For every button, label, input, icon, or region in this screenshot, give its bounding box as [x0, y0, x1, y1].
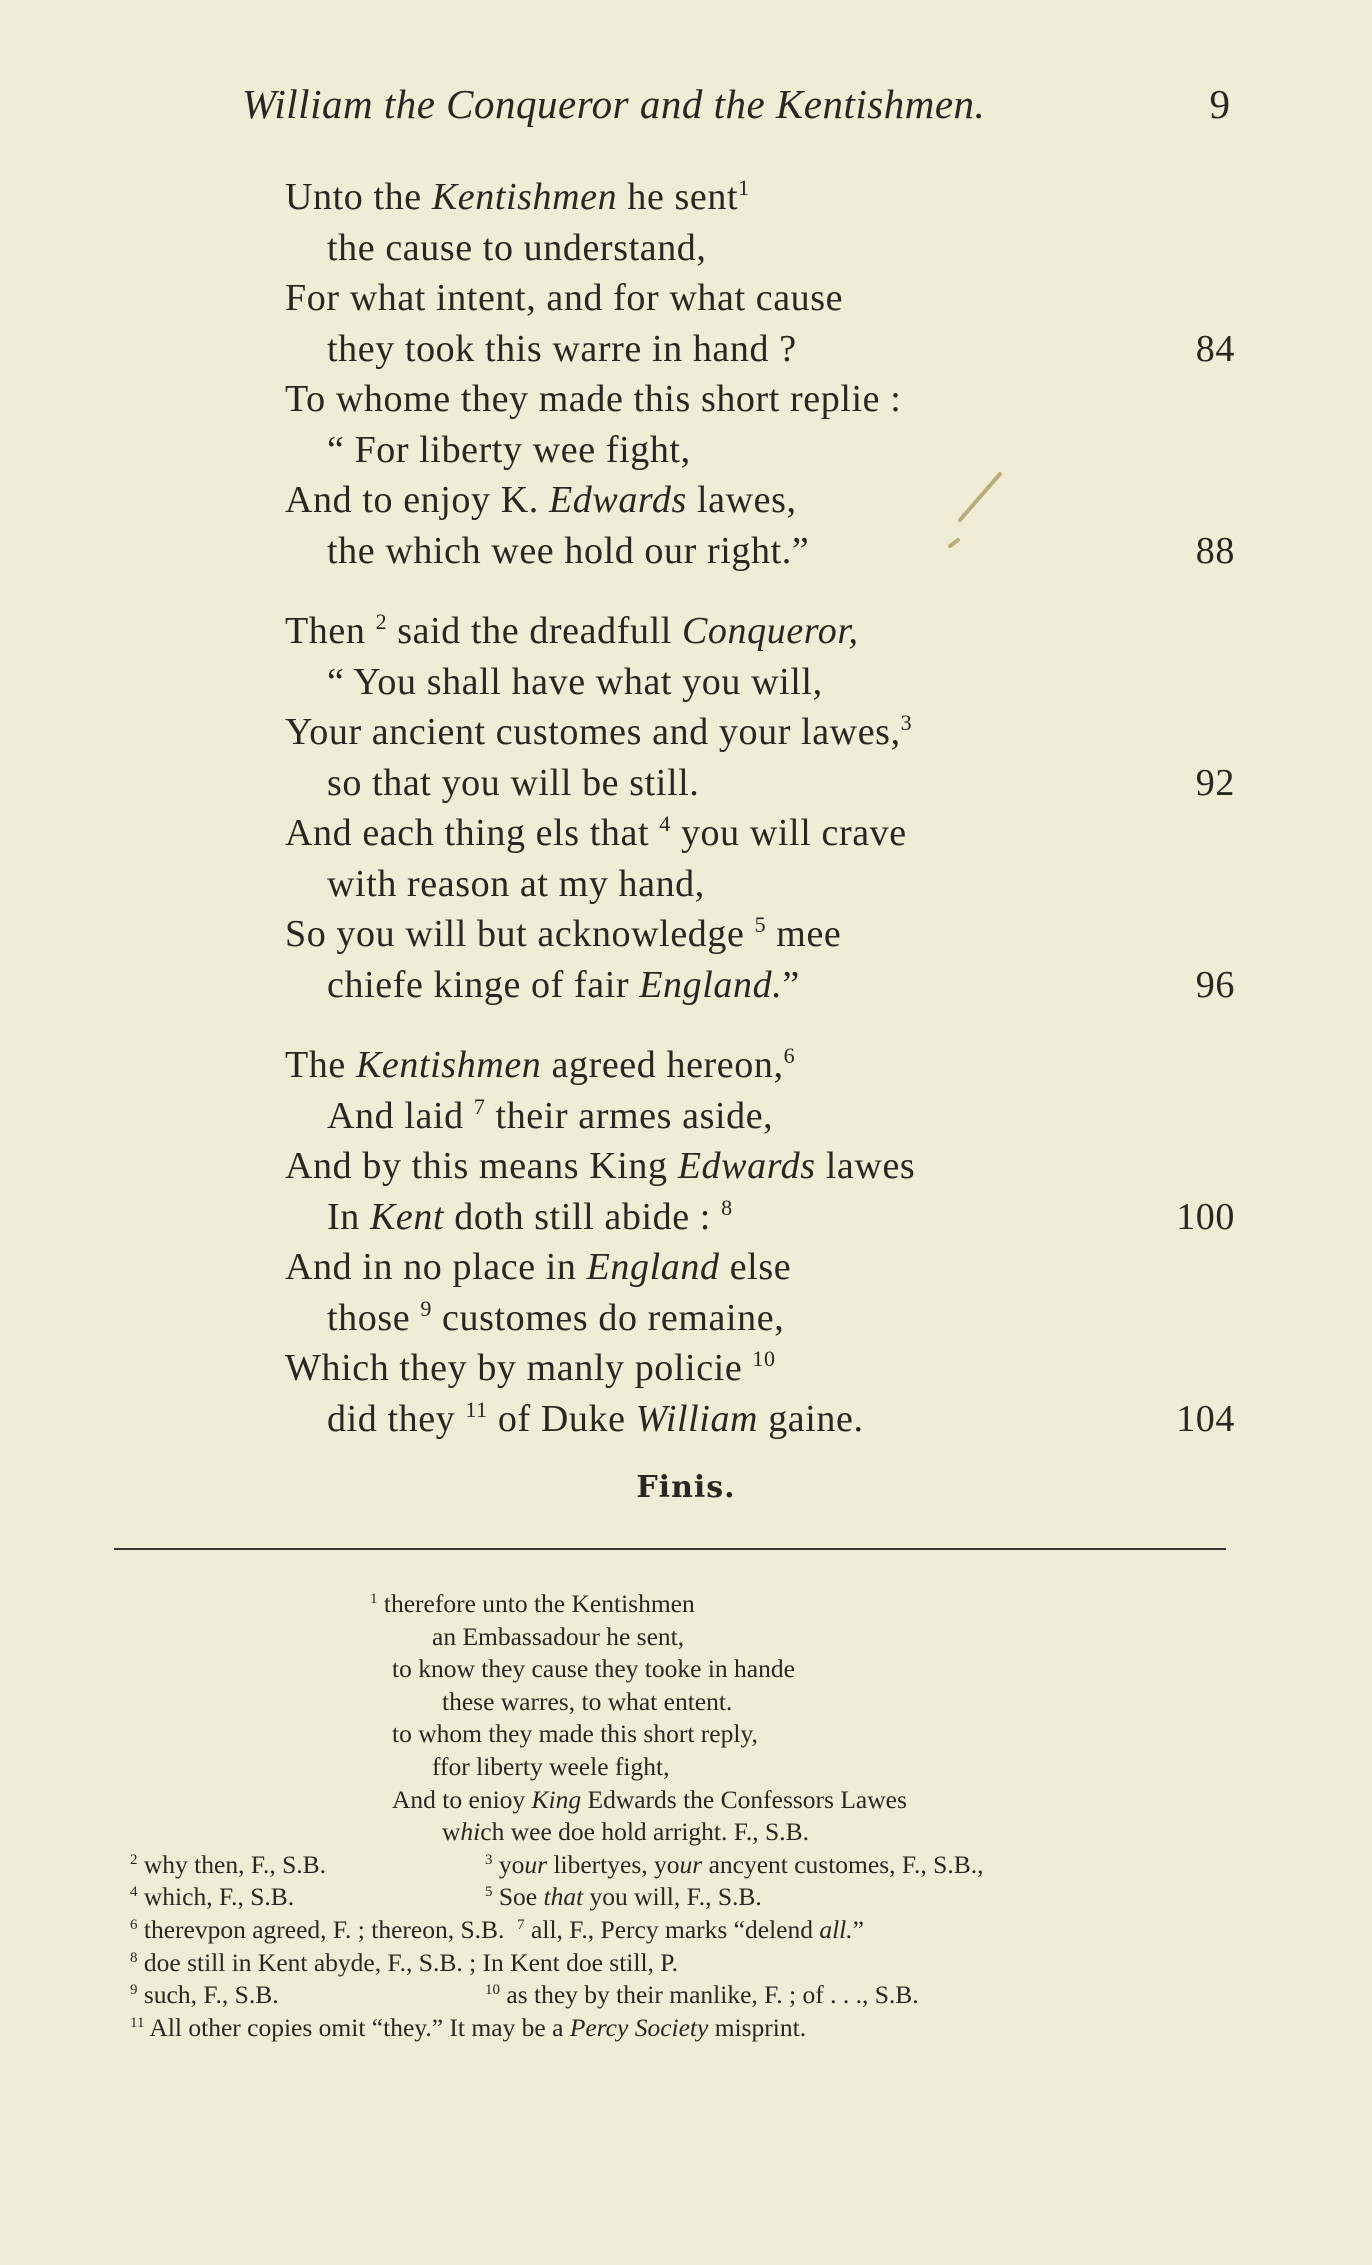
footnote-text: as they by their manlike, F. ; of . . ., S.B.: [506, 1980, 919, 2010]
verse-line: [285, 1242, 1235, 1293]
footnote-10: [485, 1979, 919, 2012]
verse-text: And laid: [327, 1094, 474, 1137]
footnote-mark: 11: [130, 2014, 145, 2031]
footnote-ref[interactable]: 9: [420, 1295, 432, 1321]
verse-text: So you will but acknowledge: [285, 913, 755, 955]
verse-text: And in no place in: [285, 1246, 587, 1288]
footnote-text: therevpon agreed, F. ; thereon, S.B.: [143, 1914, 505, 1944]
verse-line: [285, 425, 1235, 476]
line-number: 104: [1176, 1397, 1235, 1440]
verse-italic: Edwards: [677, 1145, 816, 1187]
footnote-6: [130, 1915, 504, 1944]
footnote-mark: 4: [130, 1884, 138, 1901]
line-number: 96: [1195, 963, 1235, 1006]
verse-line: [285, 475, 1235, 526]
footnote-1-line: [130, 1784, 1250, 1817]
footnote-text: therefore unto the Kentishmen: [383, 1589, 695, 1618]
footnote-1-line: [130, 1686, 1250, 1719]
verse-line: [285, 960, 1235, 1011]
verse-line: [285, 707, 1235, 758]
pencil-mark: [940, 470, 1010, 550]
verse-line: [285, 808, 1235, 859]
verse-text: the which wee hold our right.”: [327, 529, 810, 572]
footnote-5: [485, 1881, 762, 1914]
footnote-italic: ur: [524, 1849, 548, 1879]
footnote-9: [130, 1980, 279, 2009]
verse-text: said the dreadfull: [387, 610, 682, 652]
footnote-text: why then, F., S.B.: [143, 1849, 327, 1879]
verse-text: those: [327, 1296, 421, 1339]
line-number: 100: [1176, 1195, 1235, 1238]
verse-text: ”: [782, 963, 800, 1006]
footnote-text: ffor liberty weele fight,: [432, 1751, 670, 1781]
verse-text: Your ancient customes and your lawes,: [285, 711, 901, 753]
footnote-ref[interactable]: 2: [375, 609, 388, 634]
footnote-italic: Percy Society: [569, 2012, 709, 2042]
verse-line: [285, 1293, 1235, 1344]
verse-text: mee: [766, 913, 842, 955]
verse-line: [285, 1343, 1235, 1394]
footnote-italic: ur: [679, 1849, 703, 1879]
footnote-7: [511, 1915, 864, 1944]
footnote-mark: 2: [130, 1851, 138, 1868]
stanza-3: [285, 1040, 1235, 1444]
footnote-row: [130, 1881, 1250, 1914]
footnote-mark: 3: [485, 1851, 493, 1868]
footnote-text: to know they cause they tooke in hande: [392, 1654, 795, 1684]
verse-text: In: [327, 1195, 370, 1238]
verse-text: doth still abide :: [444, 1195, 722, 1238]
verse-text: Unto the: [285, 176, 432, 218]
verse-line: [285, 324, 1235, 375]
footnote-italic: King: [531, 1784, 582, 1814]
verse-italic: Edwards: [548, 479, 687, 521]
footnote-ref[interactable]: 6: [783, 1043, 796, 1068]
verse-text: else: [719, 1246, 792, 1288]
verse-text: Then: [285, 610, 376, 652]
verse-text: And each thing els that: [285, 812, 660, 854]
footnote-italic: that: [543, 1882, 584, 1912]
verse-line: [285, 909, 1235, 960]
verse-text: of Duke: [487, 1397, 636, 1440]
verse-text: And by this means King: [285, 1145, 678, 1187]
verse-italic: Kentishmen: [355, 1044, 542, 1086]
verse-text: Which they by manly policie: [285, 1347, 753, 1389]
footnote-text: ch wee doe hold arright. F., S.B.: [480, 1817, 809, 1847]
page-number: 9: [1209, 81, 1230, 127]
footnote-text: Soe: [498, 1882, 544, 1912]
verse-text: he sent: [617, 176, 739, 218]
stanza-1: [285, 172, 1235, 576]
footnote-ref[interactable]: 11: [465, 1396, 488, 1422]
footnote-ref[interactable]: 4: [659, 811, 671, 836]
footnote-text: you will, F., S.B.: [583, 1882, 762, 1912]
footnote-text: misprint.: [708, 2012, 807, 2042]
ballad-text: [285, 172, 1235, 1474]
verse-line: [285, 273, 1235, 324]
footnote-text: ”: [852, 1914, 864, 1944]
verse-italic: England: [586, 1246, 720, 1288]
footnote-italic: all.: [819, 1914, 853, 1944]
verse-text: For what intent, and for what cause: [285, 277, 844, 319]
footnote-text: And to enioy: [392, 1784, 532, 1814]
verse-text: The: [285, 1044, 356, 1086]
footnote-text: such, F., S.B.: [143, 1980, 279, 2010]
verse-text: “ You shall have what you will,: [327, 660, 823, 703]
verse-text: chiefe kinge of fair: [327, 963, 640, 1006]
verse-italic: Kent: [369, 1195, 445, 1238]
footnote-mark: 10: [485, 1982, 500, 1999]
footnote-text: w: [442, 1817, 461, 1847]
verse-line: [285, 374, 1235, 425]
verse-line: [285, 172, 1235, 223]
verse-line: [285, 859, 1235, 910]
finis-label: Finis.: [636, 1470, 736, 1505]
footnote-text: an Embassadour he sent,: [432, 1621, 685, 1651]
verse-text: with reason at my hand,: [327, 862, 705, 905]
verse-line: [285, 1192, 1235, 1243]
verse-italic: Kentishmen: [431, 176, 618, 218]
verse-text: lawes,: [686, 479, 797, 521]
footnote-ref[interactable]: 3: [900, 710, 913, 735]
footnote-italic: hi: [460, 1817, 481, 1847]
footnote-text: all, F., Percy marks “delend: [531, 1914, 820, 1944]
footnote-3: [485, 1849, 983, 1882]
verse-line: [285, 657, 1235, 708]
line-number: 84: [1195, 327, 1235, 370]
verse-text: the cause to understand,: [327, 226, 707, 269]
footnotes: [130, 1588, 1250, 2044]
footnote-mark: 7: [517, 1916, 525, 1933]
footnote-text: these warres, to what entent.: [442, 1686, 733, 1716]
verse-text: they took this warre in hand ?: [327, 327, 797, 370]
footnote-mark: 6: [130, 1916, 138, 1933]
footnote-1: [130, 1588, 1250, 1621]
footnote-row: [130, 1914, 1250, 1947]
verse-line: [285, 758, 1235, 809]
verse-line: [285, 1091, 1235, 1142]
footnote-1-line: [130, 1621, 1250, 1654]
footnote-ref[interactable]: 8: [721, 1194, 733, 1220]
verse-italic: William: [635, 1397, 759, 1440]
footnote-mark: 1: [370, 1591, 378, 1607]
footnote-1-line: [130, 1816, 1250, 1849]
footnote-1-line: [130, 1718, 1250, 1751]
footnote-mark: 5: [485, 1884, 493, 1901]
line-number: 92: [1195, 761, 1235, 804]
footnote-11: [130, 2012, 1250, 2045]
footnote-mark: 8: [130, 1949, 138, 1966]
verse-text: their armes aside,: [485, 1094, 774, 1137]
verse-line: [285, 223, 1235, 274]
running-head: [240, 80, 1240, 140]
verse-text: did they: [327, 1397, 466, 1440]
verse-text: lawes: [815, 1145, 916, 1187]
verse-italic: Conqueror,: [681, 610, 859, 652]
running-title: William the Conqueror and the Kentishmen.: [242, 81, 986, 127]
line-number: 88: [1195, 529, 1235, 572]
verse-line: [285, 526, 1235, 577]
footnote-8: [130, 1947, 1250, 1980]
footnote-ref[interactable]: 7: [473, 1093, 486, 1119]
footnote-ref[interactable]: 5: [754, 912, 767, 937]
footnote-2: [130, 1850, 326, 1879]
verse-text: To whome they made this short replie :: [285, 378, 902, 420]
footnote-row: [130, 1979, 1250, 2012]
footnote-text: All other copies omit “they.” It may be a: [149, 2012, 570, 2042]
footnote-1-line: [130, 1653, 1250, 1686]
verse-text: agreed hereon,: [541, 1044, 784, 1086]
verse-line: [285, 1040, 1235, 1091]
verse-text: “ For liberty wee fight,: [327, 428, 691, 471]
footnote-text: which, F., S.B.: [143, 1882, 295, 1912]
footnote-mark: 9: [130, 1982, 138, 1999]
verse-italic: England.: [639, 963, 783, 1006]
footnote-rule: [114, 1548, 1226, 1550]
footnote-row: [130, 1849, 1250, 1882]
verse-text: customes do remaine,: [431, 1296, 785, 1339]
footnote-1-line: [130, 1751, 1250, 1784]
verse-text: so that you will be still.: [327, 761, 700, 804]
footnote-ref[interactable]: 10: [752, 1346, 776, 1371]
verse-line: [285, 606, 1235, 657]
footnote-text: ancyent customes, F., S.B.,: [702, 1849, 984, 1879]
footnote-4: [130, 1882, 294, 1911]
footnote-text: to whom they made this short reply,: [392, 1719, 758, 1749]
footnote-ref[interactable]: 1: [738, 175, 750, 200]
verse-line: [285, 1394, 1235, 1445]
verse-text: gaine.: [758, 1397, 864, 1440]
footnote-text: Edwards the Confessors Lawes: [581, 1784, 907, 1814]
verse-line: [285, 1141, 1235, 1192]
verse-text: And to enjoy K.: [285, 479, 549, 521]
footnote-text: doe still in Kent abyde, F., S.B. ; In Kent doe still, P.: [143, 1947, 679, 1977]
verse-text: you will crave: [670, 812, 907, 854]
footnote-text: libertyes, yo: [547, 1849, 680, 1879]
footnote-text: yo: [498, 1849, 525, 1879]
stanza-2: [285, 606, 1235, 1010]
